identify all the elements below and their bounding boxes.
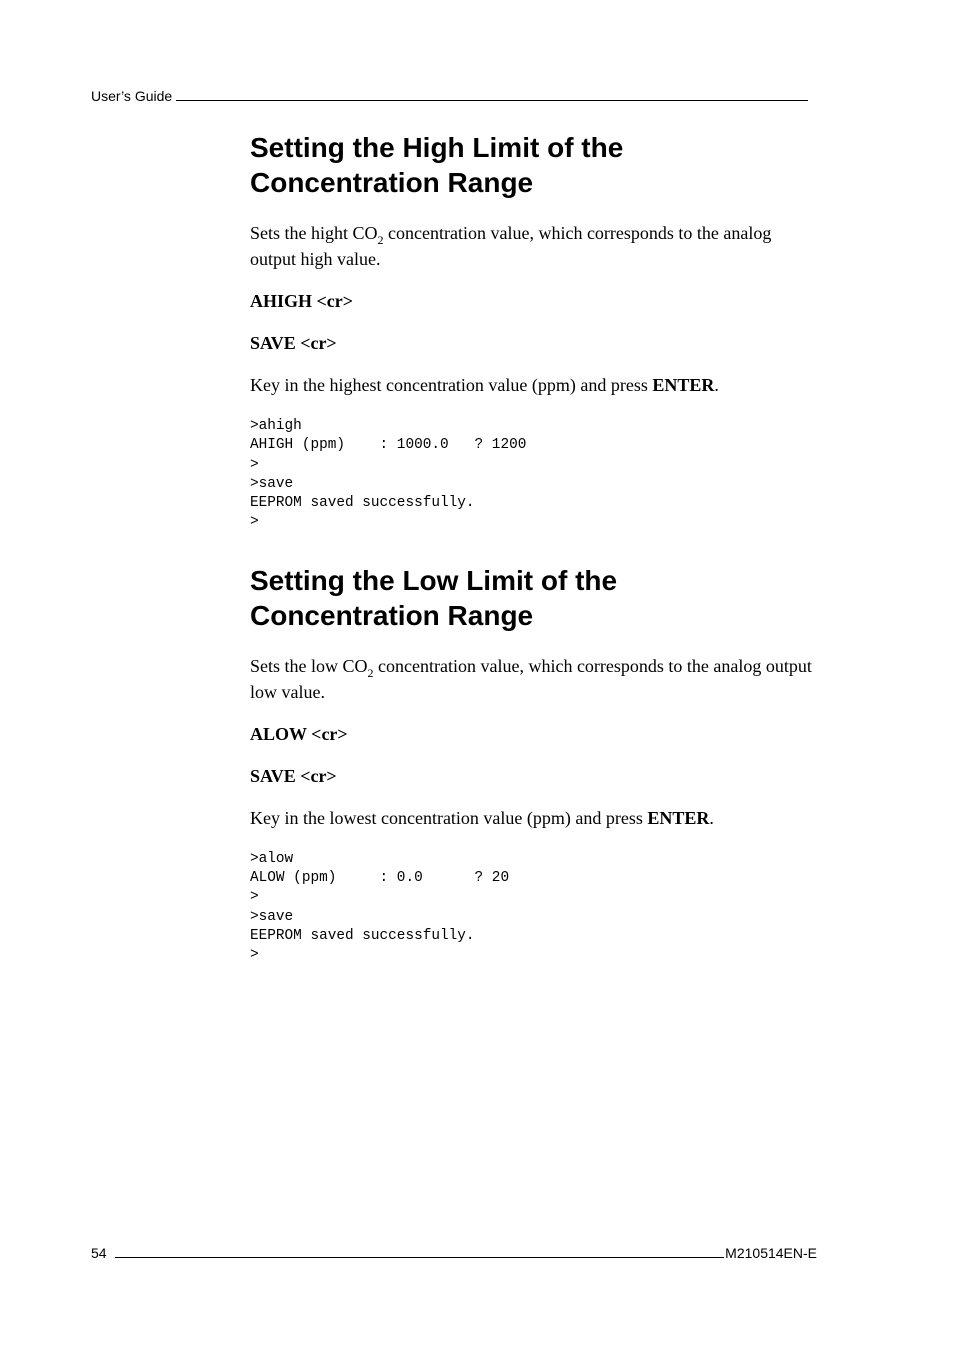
footer-rule [115, 1257, 725, 1258]
section-low-heading-line2: Concentration Range [250, 599, 534, 631]
section-low-command-save: SAVE <cr> [250, 765, 337, 786]
section-high-instruction-key: ENTER [652, 375, 715, 395]
section-high-instruction-before: Key in the highest concentration value (ppm) and press [250, 375, 653, 395]
section-low-terminal-output: >alow ALOW (ppm) : 0.0 ? 20 > >save EEPROM saved successfully. > [250, 850, 510, 964]
section-low-intro-before: Sets the low CO [250, 655, 368, 676]
section-low-heading-line1: Setting the Low Limit of the [250, 564, 618, 596]
section-high-heading [250, 130, 670, 200]
section-high-intro-sub: 2 [377, 233, 384, 247]
section-low-intro-sub: 2 [367, 665, 374, 680]
section-low-limit [250, 563, 820, 966]
section-high-intro-after: concentration value, which corresponds to the analog output high value. [250, 223, 772, 269]
section-low-intro [250, 653, 820, 705]
section-high-command-save: SAVE <cr> [250, 333, 337, 353]
section-high-limit [250, 130, 820, 533]
section-low-intro-after: concentration value, which corresponds to the analog output low value. [250, 655, 812, 702]
section-high-command-ahigh: AHIGH <cr> [250, 291, 353, 311]
section-low-instruction-key: ENTER [647, 807, 710, 828]
section-high-instruction [250, 372, 820, 398]
header-rule [176, 100, 808, 101]
section-high-intro [250, 220, 820, 272]
section-low-command-alow: ALOW <cr> [250, 723, 348, 744]
section-low-instruction-after: . [709, 807, 714, 828]
section-high-heading-line2: Concentration Range [250, 167, 534, 198]
page-content [250, 130, 820, 966]
page-footer [91, 1244, 817, 1262]
page-header [91, 87, 810, 105]
section-high-intro-before: Sets the hight CO [250, 223, 378, 243]
section-high-heading-line1: Setting the High Limit of the [250, 132, 624, 163]
header-title: User’s Guide [91, 88, 173, 104]
section-low-heading [250, 563, 670, 633]
footer-doc-code: M210514EN-E [725, 1245, 817, 1261]
section-low-instruction [250, 805, 820, 831]
section-high-terminal-output: >ahigh AHIGH (ppm) : 1000.0 ? 1200 > >save EEPROM saved successfully. > [250, 418, 527, 531]
footer-page-number: 54 [91, 1245, 107, 1261]
section-high-instruction-after: . [714, 375, 719, 395]
section-low-instruction-before: Key in the lowest concentration value (ppm) and press [250, 807, 648, 828]
